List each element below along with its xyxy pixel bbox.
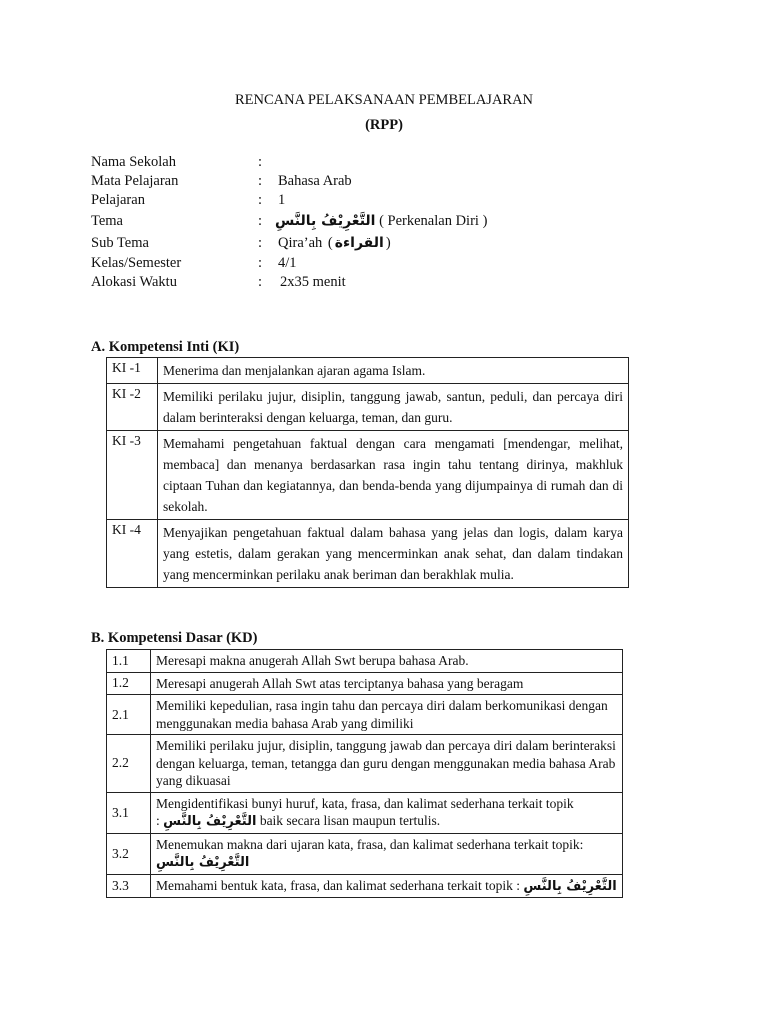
kd-arabic: التَّعْرِيْفُ بِالنَّسِ [156,855,250,870]
info-label: Nama Sekolah [91,154,176,170]
info-colon: : [258,192,263,208]
table-row [107,792,623,833]
kd-code: 2.2 [107,735,151,793]
table-row [107,833,623,874]
table-row [107,735,623,793]
info-row-school [91,153,487,172]
kd-text: Memiliki perilaku jujur, disiplin, tanggung jawab dan percaya diri dalam berinteraksi dengan keluarga, teman, tetangga dan guru dengan menggunakan media bahasa Arab yang dikuasai [151,735,623,793]
subtheme-arabic: القراءة [334,234,384,251]
info-row-subtheme [91,232,487,254]
table-row [107,384,629,431]
theme-arabic: التَّعْرِيْفُ بِالنَّسِ [275,212,376,229]
document-title: RENCANA PELAKSANAAN PEMBELAJARAN [234,92,534,108]
info-row-time [91,273,487,292]
theme-latin: ( Perkenalan Diri ) [379,212,488,229]
kd-text-after: baik secara lisan maupun tertulis. [259,813,441,828]
kd-code: 3.3 [107,874,151,898]
info-colon: : [258,255,263,271]
kd-text-main: Memahami bentuk kata, frasa, dan kalimat sederhana terkait topik : [156,877,520,893]
kd-code: 3.2 [107,833,151,874]
ki-text: Memiliki perilaku jujur, disiplin, tanggung jawab, santun, peduli, dan percaya diri dalam berinteraksi dengan keluarga, teman, dan guru. [158,384,629,431]
ki-code: KI -2 [107,384,158,431]
info-label: Mata Pelajaran [91,173,179,189]
info-colon: : [258,274,263,290]
info-label: Tema [91,212,123,229]
kd-text [151,792,623,833]
table-row [107,358,629,384]
ki-code: KI -3 [107,431,158,520]
kd-text-prefix: : [156,813,160,828]
info-row-subject [91,172,487,191]
ki-text: Memahami pengetahuan faktual dengan cara mengamati [mendengar, melihat, membaca] dan menanya berdasarkan rasa ingin tahu tentang dirinya, makhluk ciptaan Tuhan dan kegiatannya, dan benda-benda yang dijumpainya di rumah dan di sekolah. [158,431,629,520]
info-row-class [91,254,487,273]
info-colon: : [258,154,263,170]
document-subtitle: (RPP) [365,117,403,133]
kd-text-main: Menemukan makna dari ujaran kata, frasa, dan kalimat sederhana terkait topik: [156,836,584,852]
info-label: Sub Tema [91,234,149,251]
ki-text: Menerima dan menjalankan ajaran agama Islam. [158,358,629,384]
info-colon: : [258,173,263,189]
section-title-kd: B. Kompetensi Dasar (KD) [91,630,258,646]
info-value [275,213,487,230]
info-colon: : [258,212,263,229]
info-value: Qira’ah ( القراءة ) [278,234,391,251]
table-row [107,874,623,898]
info-label: Alokasi Waktu [91,274,177,290]
info-value: 2x35 menit [280,274,346,290]
info-row-theme [91,210,487,232]
kd-text: Memiliki kepedulian, rasa ingin tahu dan percaya diri dalam berkomunikasi dengan menggunakan media bahasa Arab yang dimiliki [151,695,623,735]
info-value: 1 [278,192,286,208]
info-row-lesson [91,191,487,210]
kd-code: 3.1 [107,792,151,833]
kd-code: 1.2 [107,672,151,695]
info-colon: : [258,234,263,251]
ki-text: Menyajikan pengetahuan faktual dalam bahasa yang jelas dan logis, dalam karya yang estetis, dalam gerakan yang mencerminkan anak sehat, dan dalam tindakan yang mencerminkan perilaku anak beriman dan berakhlak mulia. [158,520,629,588]
table-row [107,520,629,588]
identity-block [91,153,487,292]
kd-code: 1.1 [107,650,151,673]
kd-text [151,833,623,874]
kd-text: Meresapi makna anugerah Allah Swt berupa bahasa Arab. [151,650,623,673]
subtheme-latin: Qira’ah [278,234,323,251]
kd-text-main: Mengidentifikasi bunyi huruf, kata, frasa, dan kalimat sederhana terkait topik [156,795,574,811]
table-row [107,650,623,673]
kd-text [151,874,623,898]
info-value: Bahasa Arab [278,173,352,189]
section-title-ki: A. Kompetensi Inti (KI) [91,339,240,355]
kd-arabic: التَّعْرِيْفُ بِالنَّسِ [163,814,257,829]
ki-code: KI -4 [107,520,158,588]
table-row [107,431,629,520]
kd-code: 2.1 [107,695,151,735]
info-label: Kelas/Semester [91,255,182,271]
table-row [107,695,623,735]
kd-table [106,649,623,898]
info-value: 4/1 [278,255,297,271]
info-label: Pelajaran [91,192,145,208]
table-row [107,672,623,695]
kd-arabic: التَّعْرِيْفُ بِالنَّسِ [523,878,617,894]
kd-text: Meresapi anugerah Allah Swt atas terciptanya bahasa yang beragam [151,672,623,695]
ki-table [106,357,629,588]
ki-code: KI -1 [107,358,158,384]
